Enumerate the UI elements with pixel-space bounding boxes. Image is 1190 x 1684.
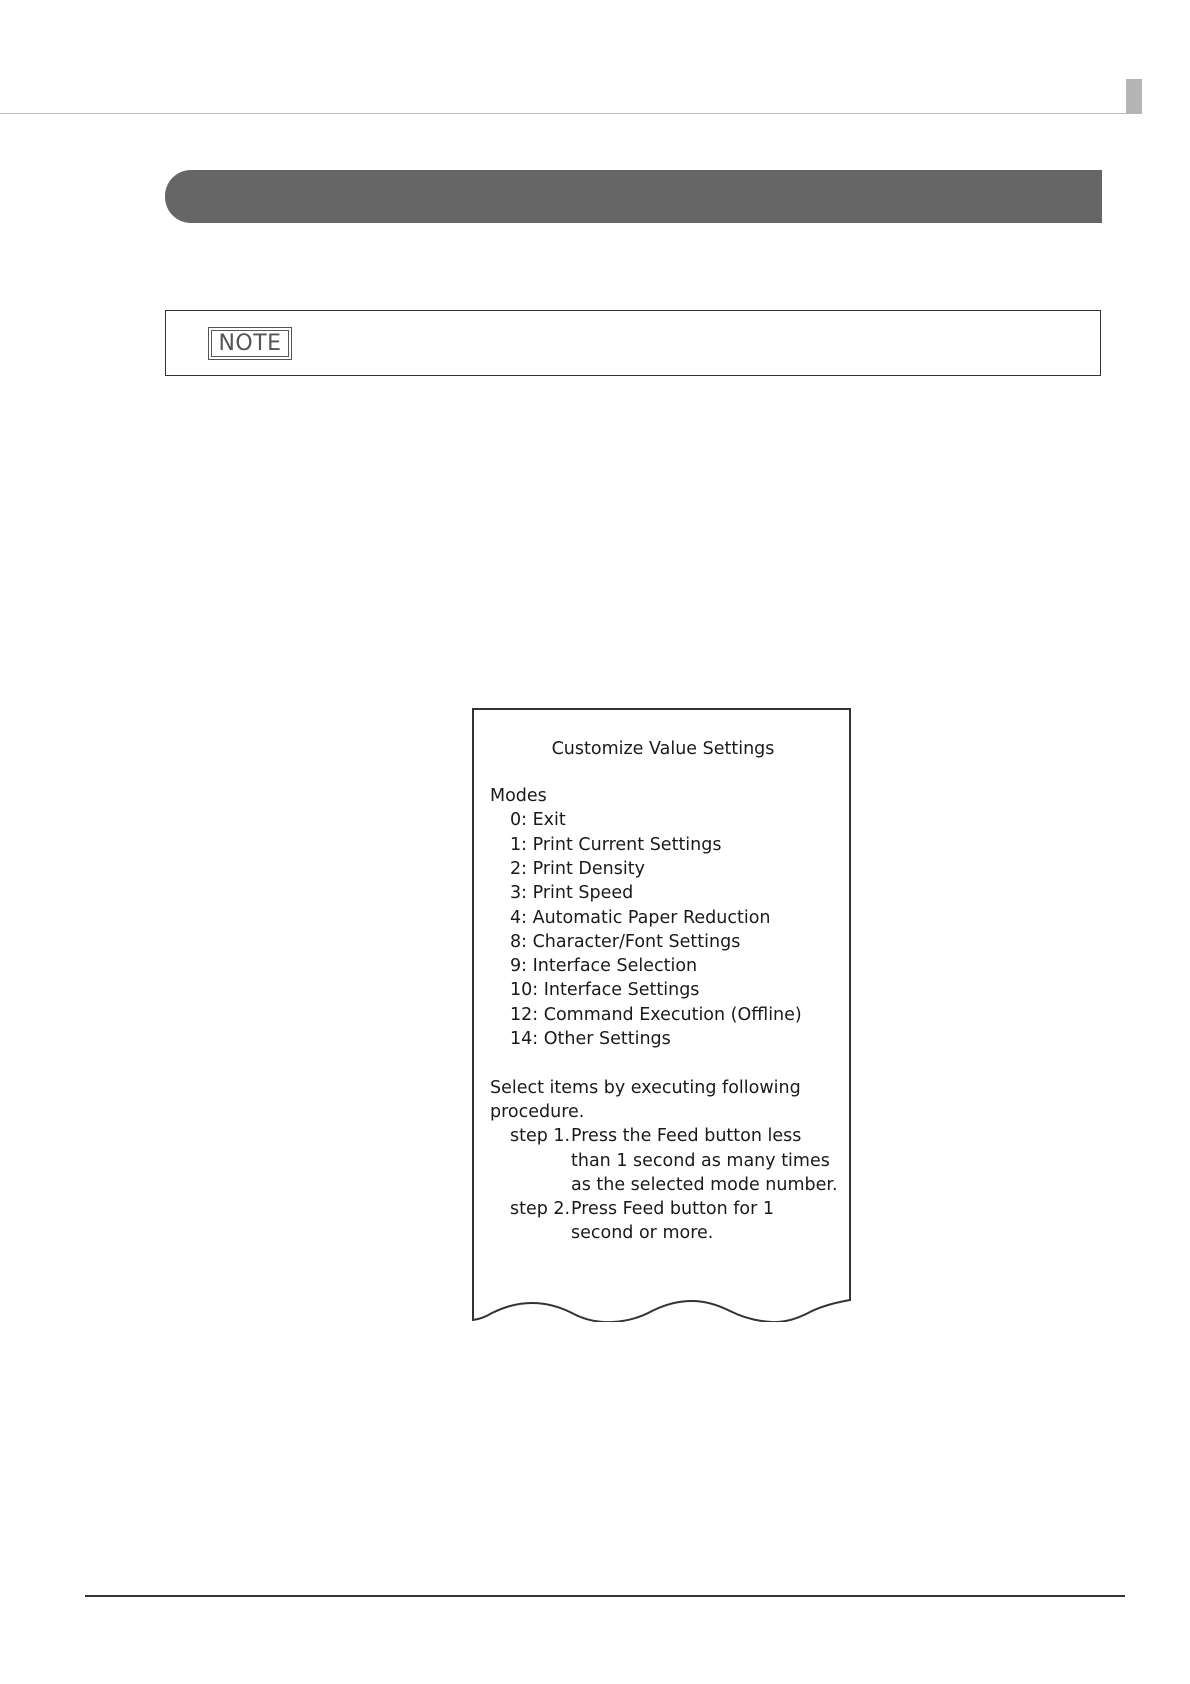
mode-item: 0: Exit <box>510 810 566 831</box>
step-label: step 2. <box>510 1199 571 1220</box>
step-label: step 1. <box>510 1126 571 1147</box>
step-text: as the selected mode number. <box>571 1174 838 1195</box>
receipt-title: Customize Value Settings <box>551 739 775 759</box>
mode-item: 1: Print Current Settings <box>510 834 722 855</box>
mode-item: 2: Print Density <box>510 858 645 879</box>
mode-item: 10: Interface Settings <box>510 980 700 1001</box>
mode-item: 4: Automatic Paper Reduction <box>510 907 771 928</box>
instruction-line: Select items by executing following <box>490 1077 801 1098</box>
step-text: Press Feed button for 1 <box>571 1199 774 1220</box>
step-text: than 1 second as many times <box>571 1150 830 1171</box>
page-edge-tab <box>1126 79 1142 114</box>
mode-item: 12: Command Execution (Offline) <box>510 1004 802 1025</box>
note-label-text: NOTE <box>211 330 289 357</box>
mode-item: 3: Print Speed <box>510 883 634 904</box>
step-text: Press the Feed button less <box>571 1126 802 1147</box>
step-text: second or more. <box>571 1223 714 1244</box>
mode-item: 14: Other Settings <box>510 1029 671 1049</box>
footer-rule <box>85 1595 1125 1597</box>
note-label <box>208 327 292 360</box>
mode-item: 9: Interface Selection <box>510 956 698 977</box>
section-heading-bar <box>165 170 1102 223</box>
receipt-illustration <box>472 708 854 1322</box>
modes-heading: Modes <box>490 786 547 806</box>
instruction-line: procedure. <box>490 1101 585 1122</box>
note-box <box>165 310 1101 376</box>
header-rule <box>0 113 1142 114</box>
mode-item: 8: Character/Font Settings <box>510 931 741 952</box>
